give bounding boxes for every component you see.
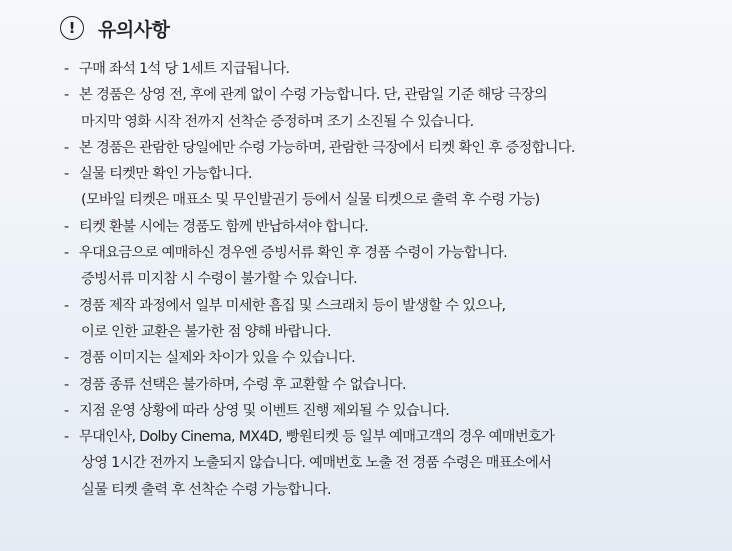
notice-text: [79, 161, 539, 214]
notice-item: [64, 214, 726, 240]
notice-item: [64, 424, 726, 503]
bullet-dash: -: [64, 245, 69, 262]
notice-item: [64, 56, 726, 82]
notice-item: [64, 240, 726, 293]
notice-text: [79, 56, 289, 82]
notice-line: 경품 이미지는 실제와 차이가 있을 수 있습니다.: [79, 350, 356, 367]
notice-item: [64, 372, 726, 398]
notice-continuation-line: 상영 1시간 전까지 노출되지 않습니다. 예매번호 노출 전 경품 수령은 매표소에서: [81, 455, 552, 472]
notice-line: 경품 종류 선택은 불가하며, 수령 후 교환할 수 없습니다.: [79, 376, 406, 393]
notice-item: [64, 135, 726, 161]
bullet-dash: -: [64, 376, 69, 393]
bullet-dash: -: [64, 61, 69, 77]
notice-text: [79, 240, 507, 293]
notice-text: [79, 424, 554, 503]
notice-line: 본 경품은 상영 전, 후에 관계 없이 수령 가능합니다. 단, 관람일 기준 해당 극장의: [79, 87, 547, 104]
page-title: 유의사항: [98, 18, 170, 41]
notice-line: 티켓 환불 시에는 경품도 함께 반납하셔야 합니다.: [79, 218, 369, 235]
bullet-dash: -: [64, 429, 69, 446]
notice-line: 무대인사, Dolby Cinema, MX4D, 빵원티켓 등 일부 예매고객의 경우 예매번호가: [79, 429, 555, 446]
bullet-dash: -: [64, 350, 69, 367]
bullet-dash: -: [64, 218, 69, 235]
notice-text: [79, 214, 368, 240]
notice-item: [64, 82, 726, 135]
notice-list: [64, 56, 726, 503]
notice-line: 실물 티켓만 확인 가능합니다.: [79, 166, 252, 183]
bullet-dash: -: [64, 166, 69, 183]
notice-text: [79, 345, 355, 371]
notice-text: [79, 82, 547, 135]
notice-item: [64, 345, 726, 371]
notice-text: [79, 372, 406, 398]
bullet-dash: -: [64, 139, 69, 156]
bullet-dash: -: [64, 402, 69, 419]
notice-continuation-line: 이로 인한 교환은 불가한 점 양해 바랍니다.: [81, 323, 331, 340]
notice-line: 본 경품은 관람한 당일에만 수령 가능하며, 관람한 극장에서 티켓 확인 후 증정합니다.: [79, 139, 575, 156]
notice-text: [79, 293, 505, 346]
notice-line: 우대요금으로 예매하신 경우엔 증빙서류 확인 후 경품 수령이 가능합니다.: [79, 245, 507, 262]
notice-continuation-line: 증빙서류 미지참 시 수령이 불가할 수 있습니다.: [81, 271, 358, 288]
notice-item: [64, 161, 726, 214]
notice-text: [79, 135, 575, 161]
notice-header: [60, 14, 169, 42]
notice-item: [64, 293, 726, 346]
notice-continuation-line: 실물 티켓 출력 후 선착순 수령 가능합니다.: [81, 481, 331, 498]
bullet-dash: -: [64, 87, 69, 104]
bullet-dash: -: [64, 297, 69, 314]
exclamation-circle-icon: !: [60, 16, 84, 40]
notice-line: 경품 제작 과정에서 일부 미세한 흠집 및 스크래치 등이 발생할 수 있으나,: [79, 297, 506, 314]
notice-text: [79, 398, 449, 424]
notice-continuation-line: (모바일 티켓은 매표소 및 무인발권기 등에서 실물 티켓으로 출력 후 수령 가능): [81, 192, 540, 209]
notice-item: [64, 398, 726, 424]
notice-line: 지점 운영 상황에 따라 상영 및 이벤트 진행 제외될 수 있습니다.: [79, 402, 450, 419]
notice-line: 구매 좌석 1석 당 1세트 지급됩니다.: [79, 61, 290, 77]
notice-continuation-line: 마지막 영화 시작 전까지 선착순 증정하며 조기 소진될 수 있습니다.: [81, 113, 474, 130]
